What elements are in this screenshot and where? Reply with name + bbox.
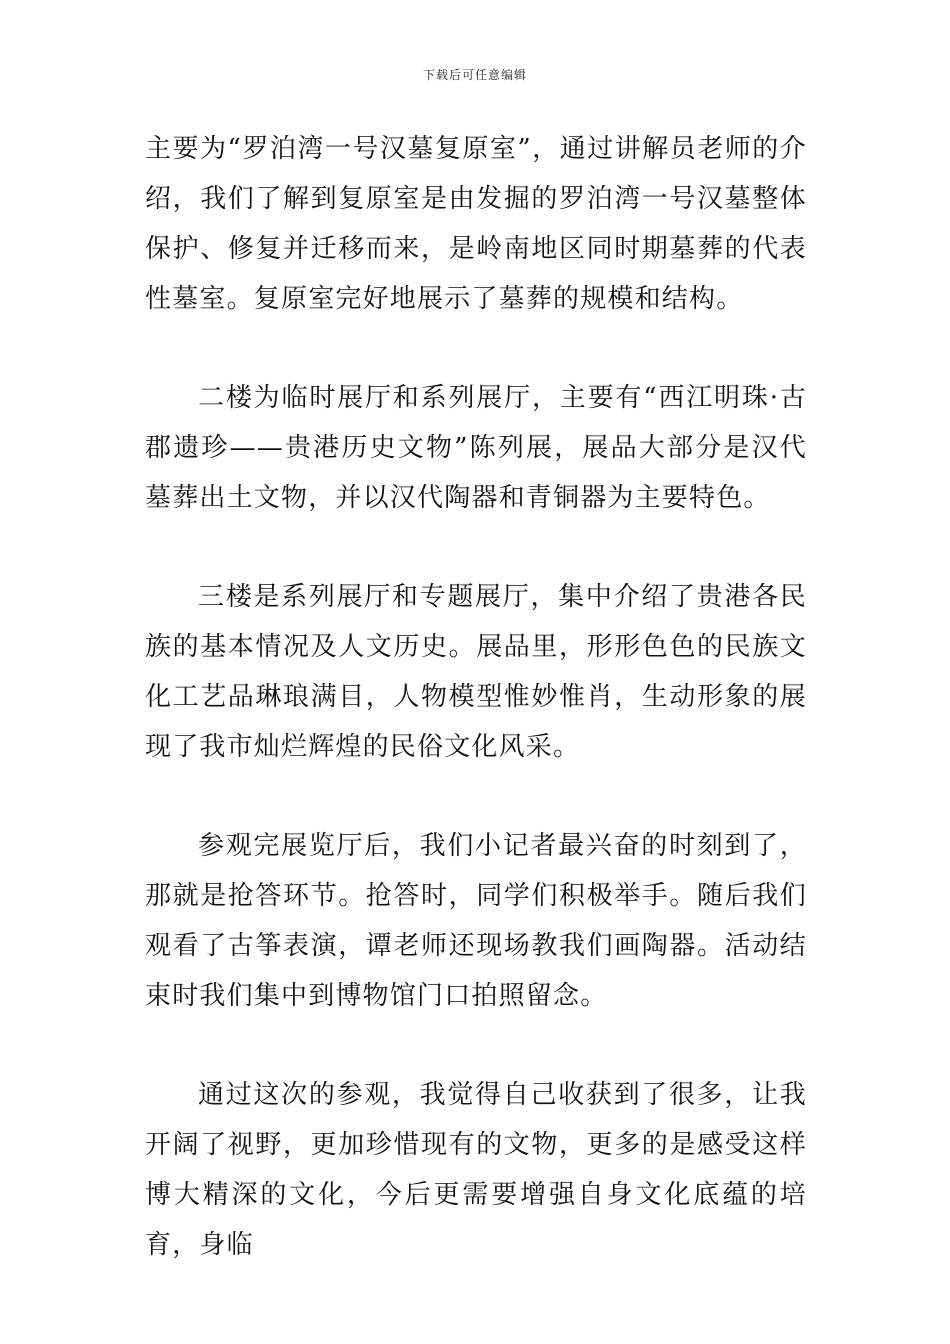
paragraph-3: 三楼是系列展厅和专题展厅，集中介绍了贵港各民族的基本情况及人文历史。展品里，形形色色的民族文化工艺品琳琅满目，人物模型惟妙惟肖，生动形象的展现了我市灿烂辉煌的民俗文化风采。 [145,582,807,762]
document-body [145,124,807,1319]
paragraph-4: 参观完展览厅后，我们小记者最兴奋的时刻到了，那就是抢答环节。抢答时，同学们积极举手。随后我们观看了古筝表演，谭老师还现场教我们画陶器。活动结束时我们集中到博物馆门口拍照留念。 [145,831,807,1011]
paragraph-2: 二楼为临时展厅和系列展厅，主要有“西江明珠·古郡遗珍——贵港历史文物”陈列展，展品大部分是汉代墓葬出土文物，并以汉代陶器和青铜器为主要特色。 [145,383,807,513]
paragraph-1: 主要为“罗泊湾一号汉墓复原室”，通过讲解员老师的介绍，我们了解到复原室是由发掘的罗泊湾一号汉墓整体保护、修复并迁移而来，是岭南地区同时期墓葬的代表性墓室。复原室完好地展示了墓葬的规模和结构。 [145,134,807,314]
page-header: 下载后可任意编辑 [422,68,527,82]
paragraph-5: 通过这次的参观，我觉得自己收获到了很多，让我开阔了视野，更加珍惜现有的文物，更多的是感受这样博大精深的文化，今后更需要增强自身文化底蕴的培育，身临 [145,1080,807,1260]
